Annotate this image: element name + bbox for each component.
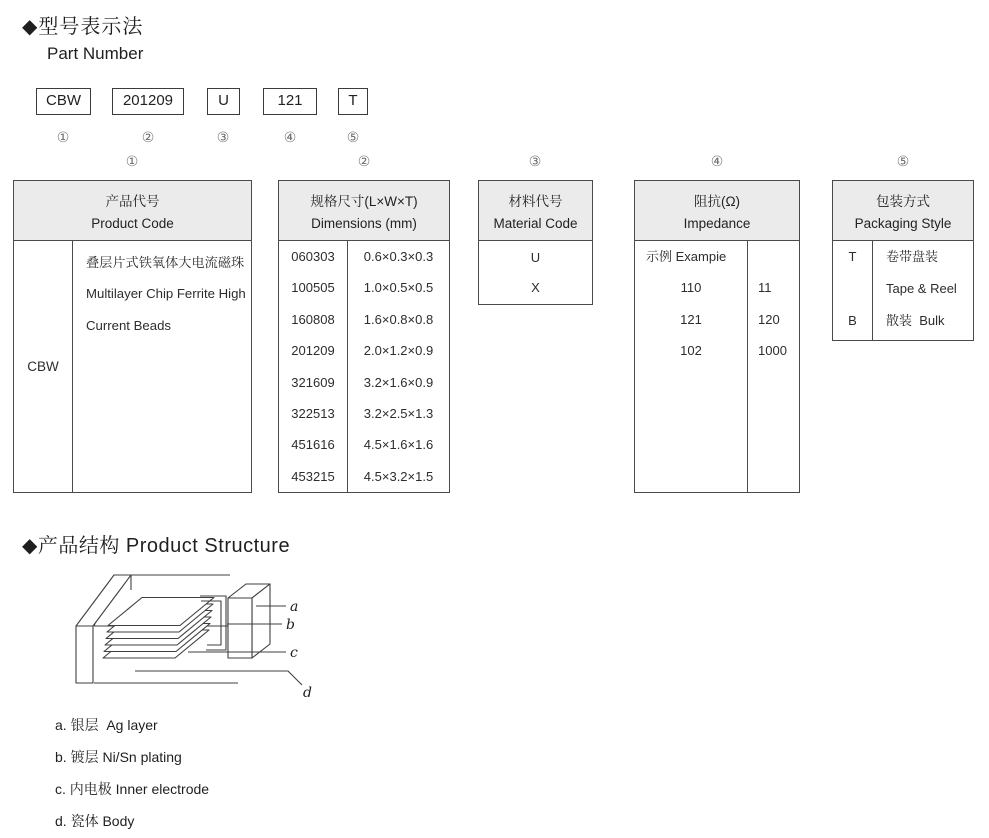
size-value: 4.5×3.2×1.5 [363, 468, 434, 484]
packaging-table-header [833, 181, 973, 241]
impedance-example-label: 示例 Exampie [646, 249, 727, 264]
table-row [279, 335, 449, 366]
impedance-table [634, 180, 800, 493]
product-code-table-header [14, 181, 251, 241]
dimensions-table-header [279, 181, 449, 241]
size-value: 0.6×0.3×0.3 [363, 249, 434, 264]
product-structure-heading: ◆产品结构 Product Structure [22, 535, 291, 557]
diagram-label-d: d [303, 685, 312, 701]
table-row [279, 398, 449, 429]
table-row [279, 241, 449, 272]
part-number-box-product-code: CBW [36, 88, 91, 115]
part-number-box-size: 201209 [112, 88, 184, 115]
packaging-tape-reel-en: Tape & Reel [886, 281, 957, 296]
packaging-table [832, 180, 974, 341]
impedance-header-zh: 阻抗(Ω) [693, 194, 741, 209]
legend-body: d. 瓷体 Body [55, 813, 135, 829]
packaging-code-b: B [848, 313, 857, 328]
part-number-box-impedance: 121 [263, 88, 317, 115]
right-cap-front-face [228, 598, 252, 658]
box-index-2: ② [141, 129, 155, 145]
left-cap-front-face [76, 626, 93, 683]
material-code-x: X [531, 280, 540, 295]
box-index-4: ④ [283, 129, 297, 145]
product-code-table [13, 180, 252, 493]
legend-ag-layer: a. 银层 Ag layer [55, 717, 158, 733]
part-number-heading-en: Part Number [47, 44, 144, 63]
size-code: 201209 [279, 335, 348, 366]
material-code-u: U [530, 250, 541, 265]
impedance-table-header [635, 181, 799, 241]
table-index-4: ④ [710, 153, 724, 169]
table-index-2: ② [357, 153, 371, 169]
dimensions-header-zh: 规格尺寸(L×W×T) [310, 194, 418, 209]
product-description-en-1: Multilayer Chip Ferrite High [86, 286, 246, 302]
table-row [279, 461, 449, 492]
table-row [279, 429, 449, 460]
packaging-tape-reel-zh: 卷带盘装 [886, 249, 939, 264]
box-index-1: ① [56, 129, 70, 145]
structure-legend [55, 709, 209, 837]
box-index-5: ⑤ [346, 129, 360, 145]
packaging-header-en: Packaging Style [854, 216, 952, 231]
part-number-box-material: U [207, 88, 240, 115]
impedance-value: 120 [758, 311, 780, 327]
material-header-en: Material Code [493, 216, 578, 231]
size-value: 1.6×0.8×0.8 [363, 311, 434, 327]
legend-inner-electrode: c. 内电极 Inner electrode [55, 781, 210, 797]
product-structure-diagram [60, 558, 330, 708]
size-code: 160808 [279, 304, 348, 335]
box-index-3: ③ [216, 129, 230, 145]
part-number-box-packaging: T [338, 88, 368, 115]
product-code-header-zh: 产品代号 [105, 194, 160, 209]
size-value: 3.2×1.6×0.9 [363, 374, 434, 390]
table-row [279, 272, 449, 303]
packaging-bulk: 散装 Bulk [886, 313, 945, 328]
size-code: 322513 [279, 398, 348, 429]
dimensions-table [278, 180, 450, 493]
table-row [279, 367, 449, 398]
size-value: 2.0×1.2×0.9 [363, 343, 434, 359]
diagram-label-a: a [290, 599, 299, 615]
product-code-header-en: Product Code [91, 216, 174, 231]
impedance-code: 102 [680, 343, 702, 359]
table-index-1: ① [125, 153, 139, 169]
product-code-value: CBW [14, 241, 73, 492]
size-code: 100505 [279, 272, 348, 303]
size-code: 453215 [279, 461, 348, 492]
impedance-header-en: Impedance [683, 216, 751, 231]
impedance-code: 110 [680, 280, 702, 296]
part-number-heading-zh: ◆型号表示法 [22, 16, 144, 38]
legend-ni-sn-plating: b. 镀层 Ni/Sn plating [55, 749, 182, 765]
material-code-table-header [479, 181, 592, 241]
table-index-3: ③ [528, 153, 542, 169]
size-code: 060303 [279, 241, 348, 272]
size-value: 3.2×2.5×1.3 [363, 405, 434, 421]
size-value: 4.5×1.6×1.6 [363, 437, 434, 453]
diagram-label-b: b [286, 617, 295, 633]
packaging-code-t: T [848, 249, 857, 264]
material-header-zh: 材料代号 [508, 194, 563, 209]
table-row [279, 304, 449, 335]
packaging-header-zh: 包装方式 [876, 194, 930, 209]
size-code: 451616 [279, 429, 348, 460]
impedance-value: 11 [758, 280, 772, 296]
product-description-en-2: Current Beads [86, 317, 172, 333]
product-description-zh: 叠层片式铁氧体大电流磁珠 [86, 255, 245, 270]
diagram-label-c: c [290, 645, 298, 661]
table-index-5: ⑤ [896, 153, 910, 169]
size-value: 1.0×0.5×0.5 [363, 280, 434, 296]
material-code-table [478, 180, 593, 305]
impedance-value: 1000 [758, 343, 787, 359]
impedance-code: 121 [680, 311, 702, 327]
dimensions-header-en: Dimensions (mm) [311, 216, 417, 231]
size-code: 321609 [279, 367, 348, 398]
